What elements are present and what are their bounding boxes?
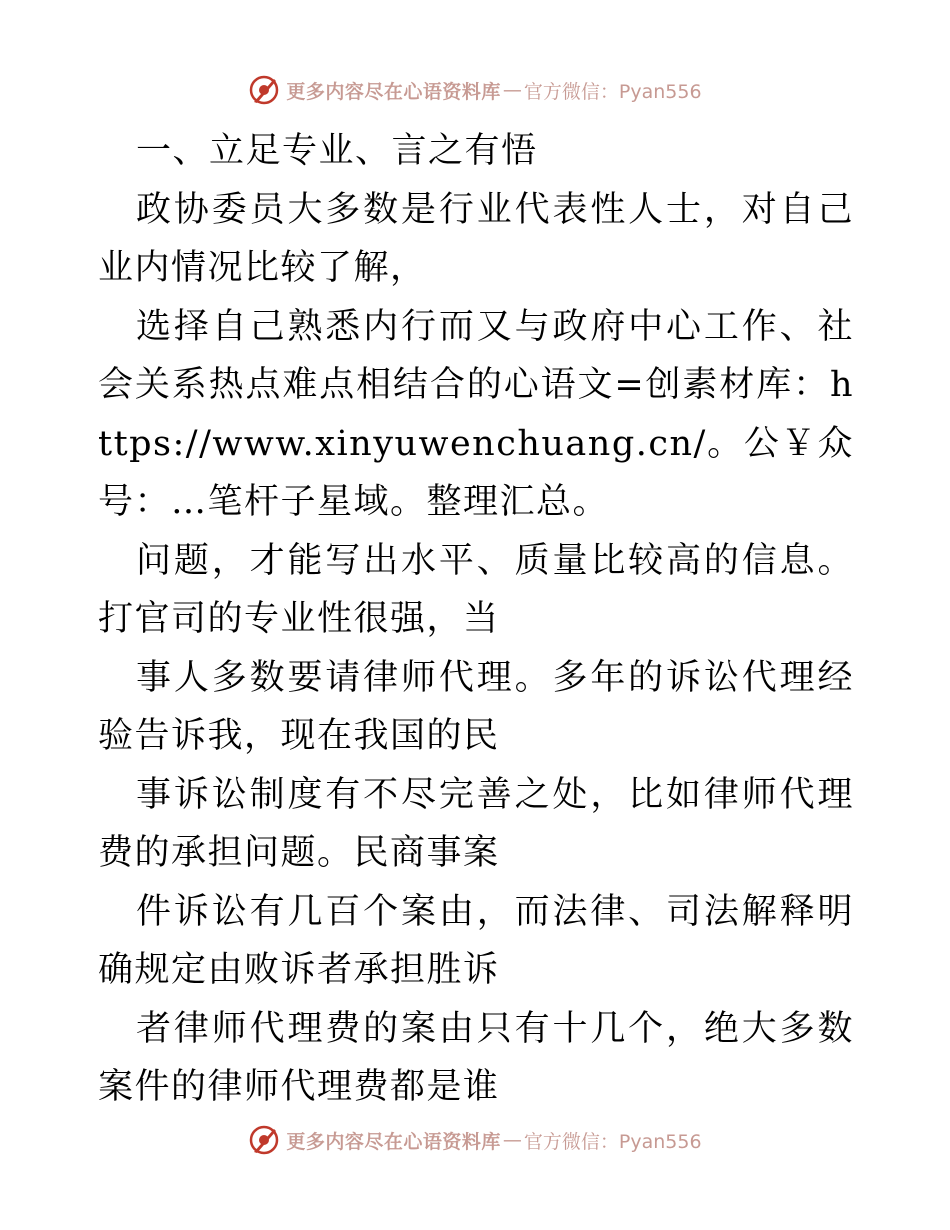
header-dash: —: [502, 79, 522, 101]
quill-logo-icon: [248, 1124, 280, 1156]
paragraph: 件诉讼有几百个案由，而法律、司法解释明确规定由败诉者承担胜诉: [98, 891, 854, 990]
footer-dash: —: [502, 1129, 522, 1151]
paragraph: 一、立足专业、言之有悟: [136, 131, 538, 171]
footer-watermark: [0, 1122, 950, 1158]
paragraph: 选择自己熟悉内行而又与政府中心工作、社会关系热点难点相结合的心语文=创素材库：https://www.xinyuwenchuang.cn/。公￥众号：…笔杆子星域。整理汇总。: [98, 306, 854, 522]
footer-brand-text: 更多内容尽在心语资料库: [286, 1130, 501, 1153]
header-wechat-text: 官方微信：Pyan556: [523, 80, 702, 103]
paragraph: 事诉讼制度有不尽完善之处，比如律师代理费的承担问题。民商事案: [98, 774, 854, 873]
document-body: [98, 122, 854, 1117]
paragraph: 政协委员大多数是行业代表性人士，对自己业内情况比较了解，: [98, 189, 854, 288]
paragraph: 事人多数要请律师代理。多年的诉讼代理经验告诉我，现在我国的民: [98, 657, 854, 756]
header-watermark: [0, 72, 950, 108]
header-brand-text: 更多内容尽在心语资料库: [286, 80, 501, 103]
footer-wechat-text: 官方微信：Pyan556: [523, 1130, 702, 1153]
quill-logo-icon: [248, 74, 280, 106]
paragraph: 问题，才能写出水平、质量比较高的信息。打官司的专业性很强，当: [98, 540, 854, 639]
paragraph: 者律师代理费的案由只有十几个，绝大多数案件的律师代理费都是谁: [98, 1008, 854, 1107]
